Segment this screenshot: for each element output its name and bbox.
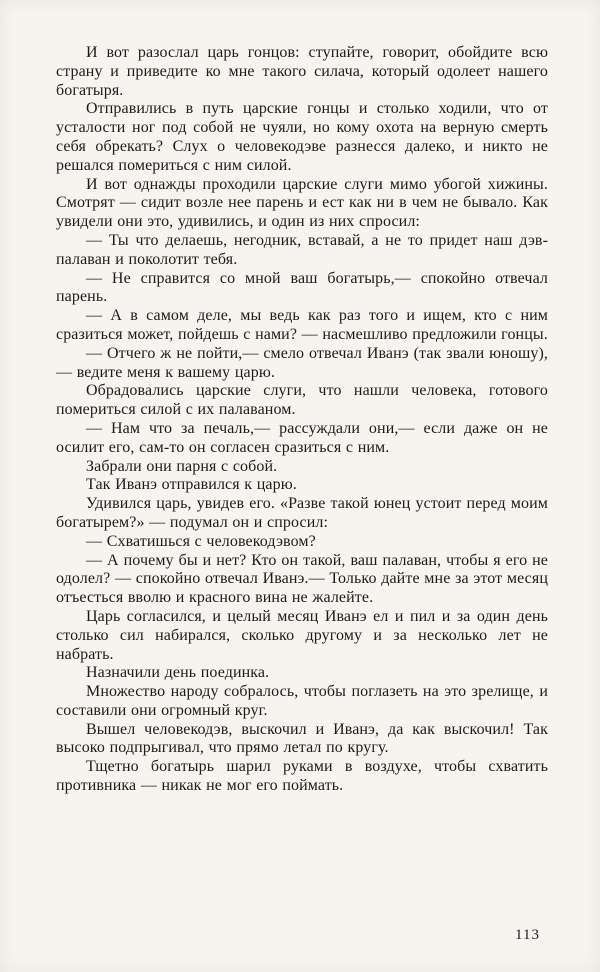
- paragraph: — Не справится со мной ваш богатырь,— спокойно отвечал парень.: [56, 269, 548, 306]
- paragraph: — А почему бы и нет? Кто он такой, ваш палаван, чтобы я его не одолел? — спокойно отвечал Иванэ.— Только дайте мне за этот месяц отъесться вволю и красного вина не жалейте.: [56, 551, 548, 607]
- paragraph: — Схватишься с человекодэвом?: [86, 532, 316, 550]
- paragraph: Так Иванэ отправился к царю.: [86, 476, 297, 494]
- paragraph: — Отчего ж не пойти,— смело отвечал Иванэ (так звали юношу),— ведите меня к вашему царю.: [56, 344, 548, 381]
- paragraph: Назначили день поединка.: [86, 664, 270, 682]
- page-text: [56, 44, 548, 796]
- paragraph: Удивился царь, увидев его. «Разве такой юнец устоит перед моим богатырем?» — подумал он и спросил:: [56, 495, 548, 531]
- paragraph: Забрали они парня с собой.: [86, 457, 278, 475]
- paragraph: Тщетно богатырь шарил руками в воздухе, чтобы схватить противника — никак не мог его поймать.: [56, 758, 548, 795]
- page-number: 113: [515, 927, 540, 943]
- paragraph: Множество народу собралось, чтобы поглазеть на это зрелище, и составили они огромный круг.: [56, 683, 548, 719]
- paragraph: И вот разослал царь гонцов: ступайте, говорит, обойдите всю страну и приведите ко мне такого силача, который одолеет нашего богатыря.: [56, 44, 548, 99]
- paragraph: И вот однажды проходили царские слуги мимо убогой хижины. Смотрят — сидит возле нее парень и ест как ни в чем не бывало. Как увидели они это, удивились, и один из них спросил:: [56, 175, 548, 231]
- paragraph: — Нам что за печаль,— рассуждали они,— если даже он не осилит его, сам-то он согласен сразиться с ним.: [56, 419, 548, 456]
- paragraph: Отправились в путь царские гонцы и столько ходили, что от усталости ног под собой не чуяли, но кому охота на верную смерть себя обрекать? Слух о человекодэве разнесся далеко, и никто не решался помериться с ним силой.: [56, 100, 548, 174]
- paragraph: — А в самом деле, мы ведь как раз того и ищем, кто с ним сразиться может, пойдешь с нами? — насмешливо предложили гонцы.: [56, 307, 548, 343]
- paragraph: Вышел человекодэв, выскочил и Иванэ, да как выскочил! Так высоко подпрыгивал, что прямо летал по кругу.: [56, 720, 548, 757]
- paragraph: — Ты что делаешь, негодник, вставай, а не то придет наш дэв-палаван и поколотит тебя.: [56, 231, 548, 268]
- paragraph: Обрадовались царские слуги, что нашли человека, готового помериться силой с их палаваном.: [56, 382, 548, 419]
- paragraph: Царь согласился, и целый месяц Иванэ ел и пил и за один день столько сил набирался, сколько другому и за несколько лет не набрать.: [56, 607, 548, 663]
